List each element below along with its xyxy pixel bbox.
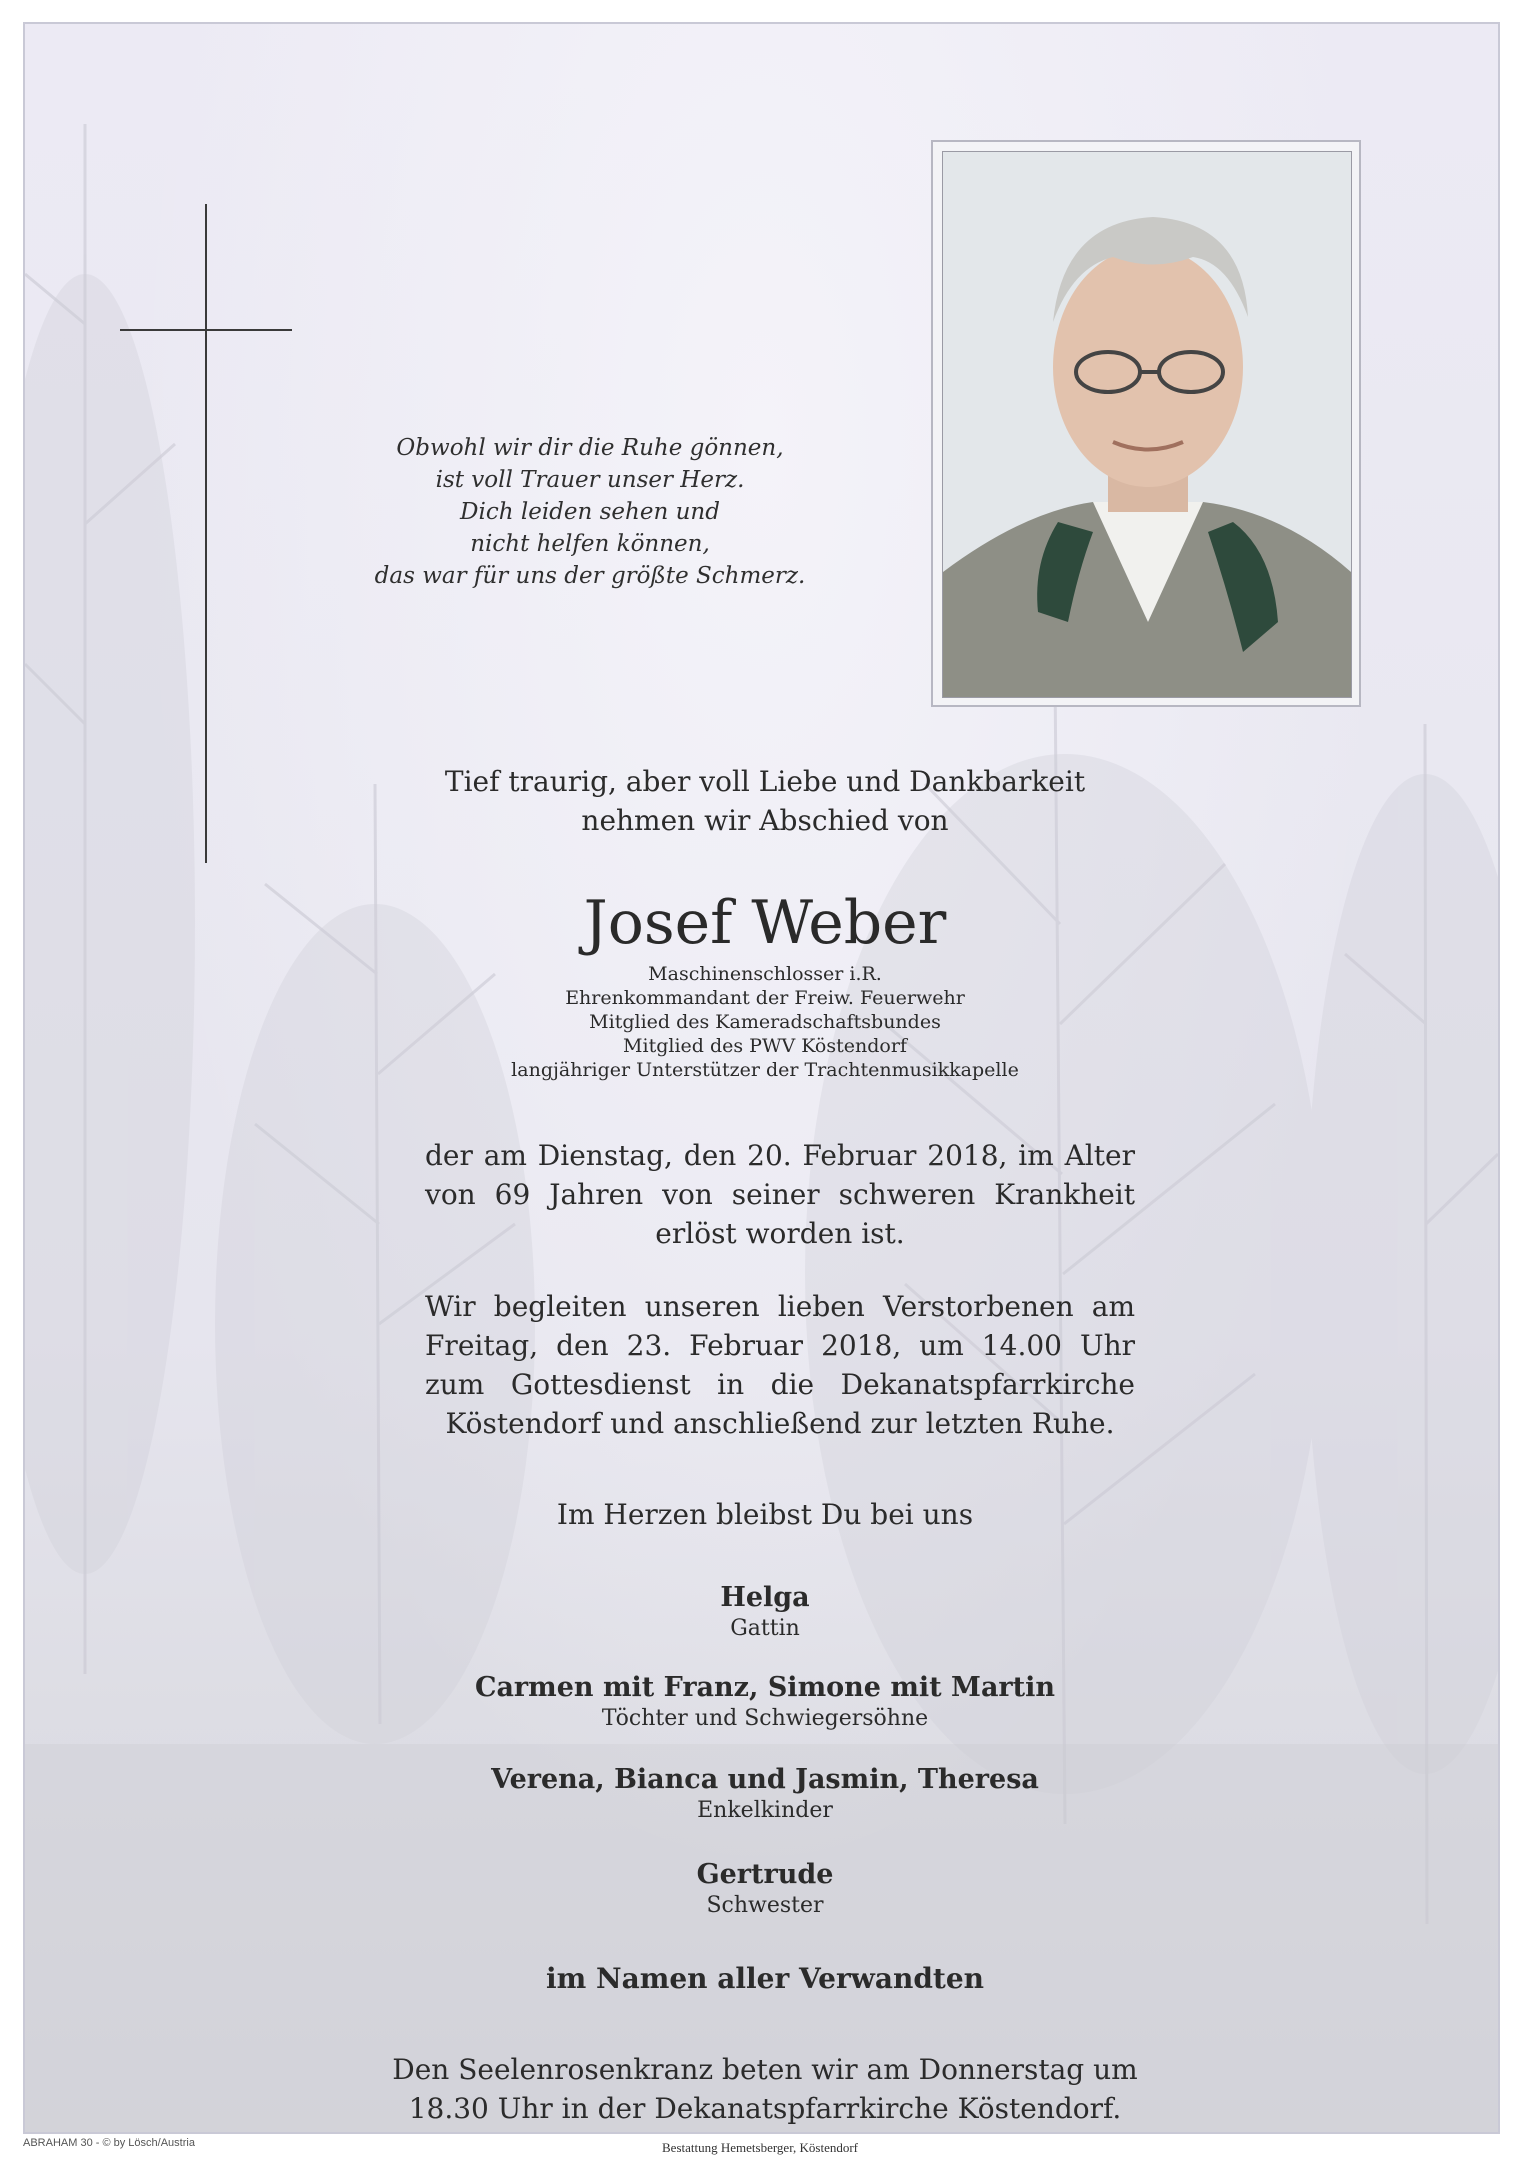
remembrance-line: Im Herzen bleibst Du bei uns <box>556 1498 974 1531</box>
family-relation: Gattin <box>730 1616 800 1641</box>
family-names: Verena, Bianca und Jasmin, Theresa <box>491 1764 1039 1795</box>
memorial-poem <box>355 432 825 592</box>
poem-line: Dich leiden sehen und <box>460 499 720 525</box>
portrait-frame <box>931 140 1361 707</box>
role-line: Ehrenkommandant der Freiw. Feuerwehr <box>565 987 965 1009</box>
poem-line: ist voll Trauer unser Herz. <box>435 467 745 493</box>
poem-line: das war für uns der größte Schmerz. <box>374 563 806 589</box>
funeral-home-name: Bestattung Hemetsberger, Köstendorf <box>662 2140 858 2155</box>
rosary-line: 18.30 Uhr in der Dekanatspfarrkirche Köstendorf. <box>408 2092 1122 2125</box>
cross-horizontal-bar <box>120 329 292 331</box>
template-credit: ABRAHAM 30 - © by Lösch/Austria <box>23 2137 195 2149</box>
family-names: Helga <box>720 1582 810 1613</box>
intro-text <box>365 762 1165 840</box>
intro-line: Tief traurig, aber voll Liebe und Dankbarkeit <box>444 765 1086 798</box>
death-announcement: der am Dienstag, den 20. Februar 2018, im Alter von 69 Jahren von seiner schweren Krankheit erlöst worden ist. <box>425 1139 1135 1250</box>
role-line: Mitglied des PWV Köstendorf <box>623 1035 907 1057</box>
deceased-roles <box>365 962 1165 1082</box>
family-relation: Töchter und Schwiegersöhne <box>601 1706 929 1731</box>
role-line: Mitglied des Kameradschaftsbundes <box>589 1011 941 1033</box>
role-line: Maschinenschlosser i.R. <box>648 963 882 985</box>
cross-vertical-bar <box>205 204 207 863</box>
all-relatives-line: im Namen aller Verwandten <box>545 1962 985 1995</box>
family-names: Carmen mit Franz, Simone mit Martin <box>474 1672 1056 1703</box>
intro-line: nehmen wir Abschied von <box>581 804 949 837</box>
rosary-notice <box>355 2050 1175 2128</box>
family-names: Gertrude <box>696 1859 834 1890</box>
family-relation: Schwester <box>706 1893 824 1918</box>
rosary-line: Den Seelenrosenkranz beten wir am Donnerstag um <box>392 2053 1138 2086</box>
portrait-photo <box>942 151 1352 698</box>
poem-line: nicht helfen können, <box>470 531 710 557</box>
family-entry <box>265 1763 1265 1825</box>
poem-line: Obwohl wir dir die Ruhe gönnen, <box>396 435 784 461</box>
deceased-name: Josef Weber <box>583 888 947 958</box>
obituary-card <box>23 22 1500 2134</box>
funeral-details: Wir begleiten unseren lieben Verstorbenen am Freitag, den 23. Februar 2018, um 14.00 Uhr zum Gottesdienst in die Dekanatspfarrkirche Köstendorf und anschließend zur letzten Ruhe. <box>425 1290 1135 1440</box>
family-entry <box>265 1858 1265 1920</box>
family-entry <box>265 1581 1265 1643</box>
role-line: langjähriger Unterstützer der Trachtenmusikkapelle <box>511 1059 1019 1081</box>
family-entry <box>265 1671 1265 1733</box>
family-relation: Enkelkinder <box>697 1798 833 1823</box>
